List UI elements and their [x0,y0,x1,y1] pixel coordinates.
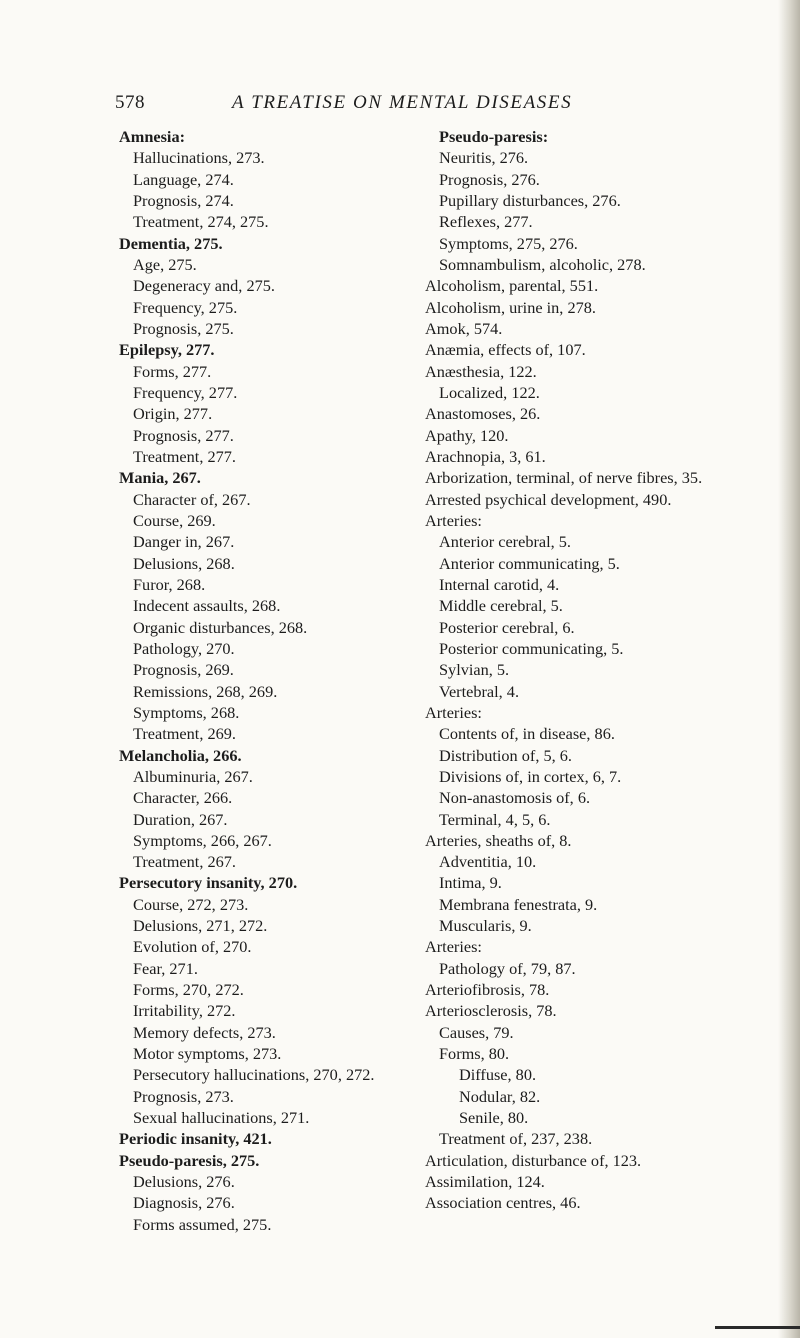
index-subentry: Diagnosis, 276. [133,1193,235,1213]
index-entry: Anæmia, effects of, 107. [425,340,586,360]
index-entry: Anastomoses, 26. [425,404,541,424]
index-subentry: Delusions, 276. [133,1172,235,1192]
index-entry: Assimilation, 124. [425,1172,545,1192]
index-subentry: Indecent assaults, 268. [133,596,281,616]
index-subentry: Nodular, 82. [459,1086,541,1106]
index-subentry: Course, 269. [133,510,216,530]
index-subentry: Irritability, 272. [133,1001,236,1021]
index-subentry: Delusions, 268. [133,553,235,573]
index-subentry: Age, 275. [133,254,197,274]
index-subentry: Character, 266. [133,788,233,808]
index-entry: Alcoholism, parental, 551. [425,276,599,296]
index-entry: Articulation, disturbance of, 123. [425,1150,642,1170]
index-subentry: Sexual hallucinations, 271. [133,1108,310,1128]
index-subentry: Forms, 270, 272. [133,980,244,1000]
index-subentry: Reflexes, 277. [439,212,533,232]
page-header [0,92,800,116]
index-subentry: Course, 272, 273. [133,894,249,914]
index-subentry: Posterior communicating, 5. [439,638,624,658]
index-entry: Association centres, 46. [425,1193,581,1213]
index-entry: Arteries: [425,702,482,722]
index-subentry: Memory defects, 273. [133,1022,276,1042]
index-subentry: Anterior cerebral, 5. [439,532,571,552]
index-subentry: Symptoms, 268. [133,702,240,722]
index-subentry: Degeneracy and, 275. [133,276,275,296]
index-subentry: Treatment, 267. [133,852,236,872]
index-subentry: Hallucinations, 273. [133,148,265,168]
index-subentry: Delusions, 271, 272. [133,916,268,936]
index-entry: Arteries: [425,937,482,957]
index-subentry: Senile, 80. [459,1108,529,1128]
index-subentry: Distribution of, 5, 6. [439,745,572,765]
index-subentry: Prognosis, 276. [439,169,540,189]
index-subentry: Remissions, 268, 269. [133,681,278,701]
index-column-left [119,126,419,1235]
index-subentry: Danger in, 267. [133,532,235,552]
index-subentry: Prognosis, 274. [133,190,234,210]
index-subentry: Treatment, 274, 275. [133,212,269,232]
index-subentry: Pathology of, 79, 87. [439,958,576,978]
index-subentry: Pseudo-paresis: [439,127,549,146]
bottom-rule [715,1326,800,1329]
index-subentry: Muscularis, 9. [439,916,532,936]
index-subentry: Internal carotid, 4. [439,574,560,594]
index-subentry: Treatment of, 237, 238. [439,1129,593,1149]
index-subentry: Albuminuria, 267. [133,766,253,786]
index-subentry: Persecutory hallucinations, 270, 272. [133,1065,375,1085]
index-subentry: Vertebral, 4. [439,681,520,701]
index-subentry: Treatment, 277. [133,446,236,466]
index-subentry: Symptoms, 275, 276. [439,233,578,253]
index-entry: Apathy, 120. [425,425,509,445]
index-subentry: Duration, 267. [133,809,228,829]
index-subentry: Sylvian, 5. [439,660,510,680]
index-subentry: Adventitia, 10. [439,852,537,872]
index-subentry: Motor symptoms, 273. [133,1044,282,1064]
index-entry: Arteriosclerosis, 78. [425,1001,557,1021]
running-title: A TREATISE ON MENTAL DISEASES [232,92,573,113]
index-column-right [425,126,795,1214]
index-subentry: Neuritis, 276. [439,148,529,168]
index-entry: Anæsthesia, 122. [425,361,537,381]
index-entry: Arteriofibrosis, 78. [425,980,550,1000]
index-subentry: Evolution of, 270. [133,937,252,957]
index-entry: Periodic insanity, 421. [119,1129,272,1149]
index-subentry: Forms assumed, 275. [133,1214,272,1234]
index-subentry: Localized, 122. [439,382,540,402]
index-entry: Pseudo-paresis, 275. [119,1150,260,1170]
index-subentry: Prognosis, 275. [133,318,234,338]
index-entry: Arteries: [425,510,482,530]
index-entry: Arborization, terminal, of nerve fibres, 35. [425,468,703,488]
index-subentry: Terminal, 4, 5, 6. [439,809,551,829]
index-entry: Dementia, 275. [119,233,223,253]
index-subentry: Forms, 277. [133,361,212,381]
index-entry: Amnesia: [119,127,186,146]
index-subentry: Non-anastomosis of, 6. [439,788,591,808]
page-number: 578 [115,92,145,113]
index-subentry: Character of, 267. [133,489,251,509]
index-subentry: Treatment, 269. [133,724,236,744]
index-subentry: Symptoms, 266, 267. [133,830,272,850]
index-subentry: Origin, 277. [133,404,213,424]
index-subentry: Pathology, 270. [133,638,235,658]
index-entry: Mania, 267. [119,468,201,488]
index-subentry: Furor, 268. [133,574,206,594]
index-subentry: Posterior cerebral, 6. [439,617,575,637]
index-subentry: Anterior communicating, 5. [439,553,620,573]
index-subentry: Causes, 79. [439,1022,514,1042]
index-subentry: Somnambulism, alcoholic, 278. [439,254,646,274]
index-entry: Melancholia, 266. [119,745,242,765]
index-subentry: Prognosis, 273. [133,1086,234,1106]
index-subentry: Diffuse, 80. [459,1065,537,1085]
index-subentry: Frequency, 275. [133,297,238,317]
index-subentry: Membrana fenestrata, 9. [439,894,598,914]
index-entry: Persecutory insanity, 270. [119,873,298,893]
index-subentry: Pupillary disturbances, 276. [439,190,621,210]
index-entry: Arachnopia, 3, 61. [425,446,546,466]
index-subentry: Prognosis, 269. [133,660,234,680]
index-subentry: Contents of, in disease, 86. [439,724,615,744]
index-subentry: Organic disturbances, 268. [133,617,308,637]
index-subentry: Middle cerebral, 5. [439,596,563,616]
index-subentry: Language, 274. [133,169,234,189]
index-entry: Alcoholism, urine in, 278. [425,297,596,317]
index-subentry: Forms, 80. [439,1044,510,1064]
index-entry: Arteries, sheaths of, 8. [425,830,572,850]
index-entry: Amok, 574. [425,318,503,338]
index-subentry: Prognosis, 277. [133,425,234,445]
index-entry: Epilepsy, 277. [119,340,215,360]
index-subentry: Intima, 9. [439,873,502,893]
index-subentry: Divisions of, in cortex, 6, 7. [439,766,622,786]
index-entry: Arrested psychical development, 490. [425,489,672,509]
index-subentry: Frequency, 277. [133,382,238,402]
index-subentry: Fear, 271. [133,958,198,978]
